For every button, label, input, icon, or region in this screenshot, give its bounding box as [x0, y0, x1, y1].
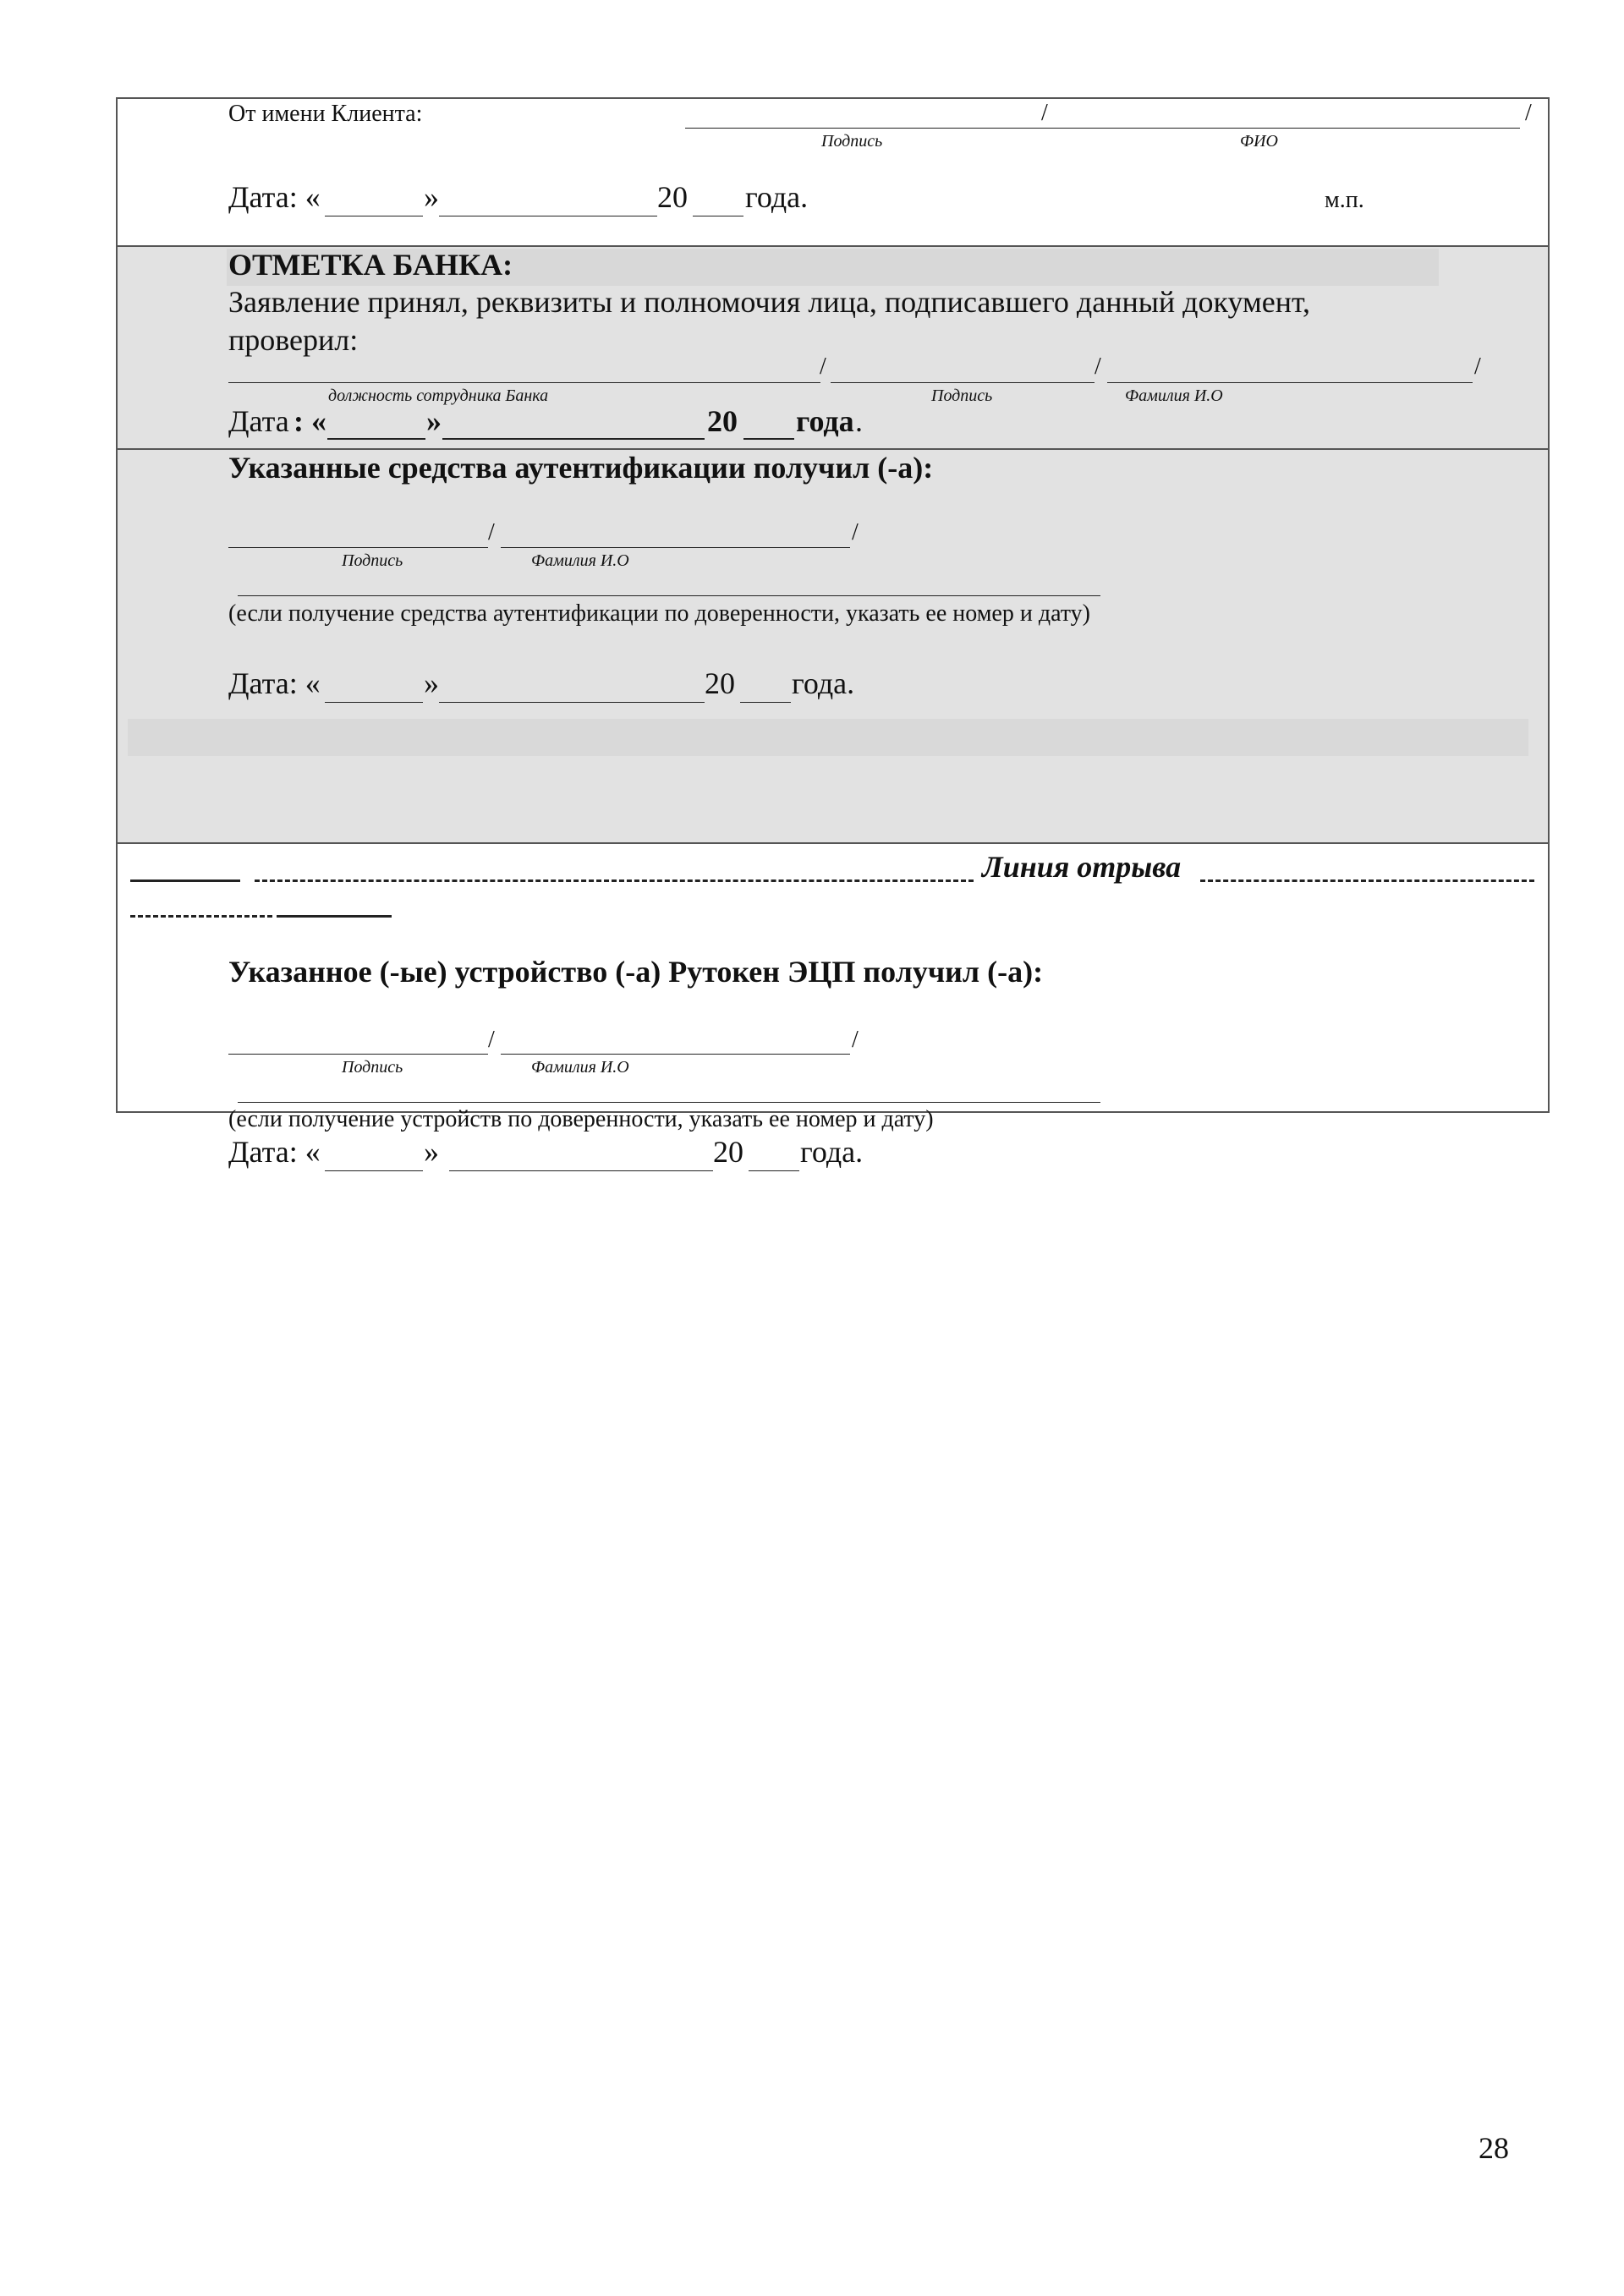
auth-name-field[interactable] [501, 547, 850, 548]
date-quote: » [424, 666, 439, 700]
auth-date-day-field[interactable] [325, 702, 423, 703]
date-suffix: года. [792, 666, 855, 700]
caption-signature: Подпись [931, 386, 993, 405]
date-suffix: года. [745, 180, 809, 214]
client-name-field[interactable] [1056, 128, 1520, 129]
tear-line-segment [130, 915, 272, 918]
auth-proxy-field[interactable] [238, 595, 1100, 596]
caption-position: должность сотрудника Банка [328, 386, 549, 405]
caption-name: Фамилия И.О [531, 551, 629, 570]
client-signature-section [118, 99, 1548, 247]
date-dot: . [855, 404, 863, 438]
date-prefix: Дата: « [228, 1135, 321, 1169]
date-prefix: Дата: « [228, 666, 321, 700]
caption-name: Фамилия И.О [531, 1058, 629, 1077]
bank-employee-name-field[interactable] [1107, 382, 1473, 383]
rutoken-date-day-field[interactable] [325, 1170, 423, 1171]
bank-date-month-field[interactable] [442, 438, 705, 440]
rutoken-signature-field[interactable] [228, 1054, 488, 1055]
tear-line-segment [255, 879, 974, 882]
caption-name: Фамилия И.О [1125, 386, 1223, 405]
auth-means-section [118, 450, 1548, 844]
date-colon: : « [294, 404, 326, 438]
stamp-place-label: м.п. [1325, 187, 1364, 213]
caption-signature: Подпись [821, 132, 883, 151]
tear-off-section [118, 844, 1548, 1169]
page-number: 28 [1479, 2131, 1509, 2165]
rutoken-date-month-field[interactable] [449, 1170, 713, 1171]
rutoken-date-year-field[interactable] [749, 1170, 799, 1171]
slash: / [1095, 353, 1101, 380]
proxy-note: (если получение средства аутентификации по доверенности, указать ее номер и дату) [228, 600, 1090, 627]
bank-date-year-field[interactable] [743, 438, 794, 440]
proxy-note: (если получение устройств по доверенности, указать ее номер и дату) [228, 1106, 934, 1132]
slash: / [1525, 100, 1532, 126]
bank-employee-signature-field[interactable] [831, 382, 1095, 383]
date-year-prefix: 20 [657, 180, 688, 214]
bank-mark-title: ОТМЕТКА БАНКА: [228, 248, 513, 282]
caption-signature: Подпись [342, 1058, 403, 1077]
slash: / [820, 353, 826, 380]
date-suffix: года [796, 404, 854, 438]
auth-date-month-field[interactable] [439, 702, 705, 703]
tear-line-segment [130, 879, 240, 882]
bottom-shading [128, 719, 1528, 756]
from-client-label: От имени Клиента: [228, 101, 423, 127]
tear-line-segment [277, 915, 392, 918]
date-year-prefix: 20 [705, 666, 735, 700]
date-year-prefix: 20 [707, 404, 738, 438]
bank-date-day-field[interactable] [327, 438, 425, 440]
auth-signature-field[interactable] [228, 547, 488, 548]
caption-fio: ФИО [1240, 132, 1278, 151]
slash: / [1474, 353, 1481, 380]
date-year-prefix: 20 [713, 1135, 743, 1169]
date-quote: » [426, 404, 442, 438]
rutoken-received-title: Указанное (-ые) устройство (-а) Рутокен ЭЦП получил (-а): [228, 955, 1044, 989]
rutoken-name-field[interactable] [501, 1054, 850, 1055]
bank-employee-position-field[interactable] [228, 382, 820, 383]
slash: / [852, 519, 859, 545]
tear-line-label: Линия отрыва [982, 850, 1182, 884]
slash: / [488, 1027, 495, 1053]
bank-mark-text: проверил: [228, 323, 359, 357]
bank-mark-text: Заявление принял, реквизиты и полномочия лица, подписавшего данный документ, [228, 285, 1311, 319]
rutoken-proxy-field[interactable] [238, 1102, 1100, 1103]
date-prefix: Дата: « [228, 180, 321, 214]
application-form-table [116, 97, 1550, 1169]
auth-date-year-field[interactable] [740, 702, 791, 703]
date-quote: » [424, 1135, 439, 1169]
tear-line-segment [1200, 879, 1534, 882]
slash: / [852, 1027, 859, 1053]
slash: / [488, 519, 495, 545]
slash: / [1041, 100, 1048, 126]
caption-signature: Подпись [342, 551, 403, 570]
date-quote: » [424, 180, 439, 214]
date-suffix: года. [800, 1135, 864, 1169]
bank-mark-section [118, 247, 1548, 450]
auth-means-title: Указанные средства аутентификации получил (-а): [228, 451, 934, 485]
date-prefix: Дата [228, 404, 289, 438]
